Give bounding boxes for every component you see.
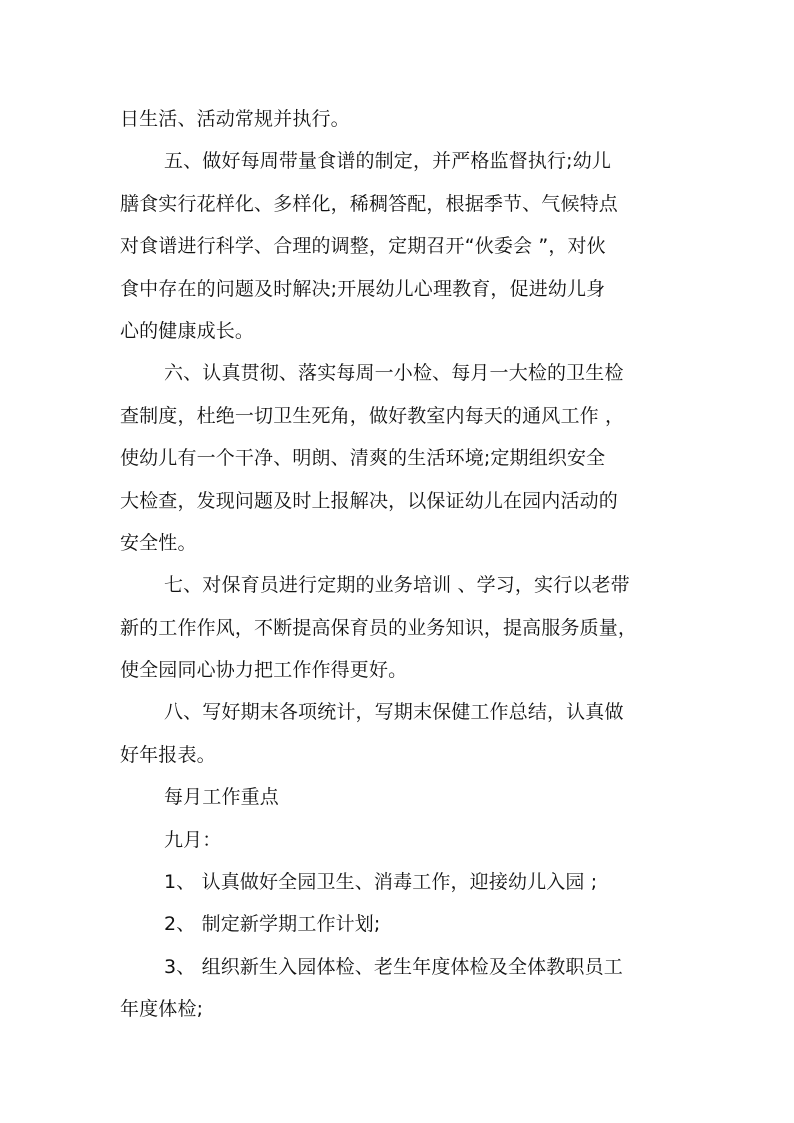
paragraph-six-line: 六、认真贯彻、落实每周一小检、每月一大检的卫生检	[164, 362, 624, 385]
body-line: 大检查，发现问题及时上报解决，以保证幼儿在园内活动的	[120, 489, 618, 512]
body-line: 对食谱进行科学、合理的调整，定期召开“伙委会 ”，对伙	[120, 235, 606, 258]
paragraph-five-line: 五、做好每周带量食谱的制定，并严格监督执行;幼儿	[164, 150, 612, 173]
body-line: 安全性。	[120, 531, 197, 554]
body-line: 查制度，杜绝一切卫生死角，做好教室内每天的通风工作 ，	[120, 404, 625, 427]
list-item: 3、 组织新生入园体检、老生年度体检及全体教职员工	[164, 955, 623, 978]
paragraph-eight-line: 八、写好期末各项统计，写期末保健工作总结，认真做	[164, 701, 624, 724]
body-line: 好年报表。	[120, 743, 216, 766]
body-line: 使幼儿有一个干净、明朗、清爽的生活环境;定期组织安全	[120, 447, 606, 470]
body-line: 使全园同心协力把工作作得更好。	[120, 659, 408, 682]
month-heading: 九月：	[164, 828, 222, 851]
list-item: 1、 认真做好全园卫生、消毒工作，迎接幼儿入园 ;	[164, 871, 598, 894]
section-heading: 每月工作重点	[164, 786, 279, 809]
list-item: 2、 制定新学期工作计划;	[164, 913, 381, 936]
body-line: 年度体检;	[120, 998, 204, 1021]
document-body	[120, 98, 676, 1031]
body-line: 新的工作作风，不断提高保育员的业务知识，提高服务质量，	[120, 616, 638, 639]
body-line: 日生活、活动常规并执行。	[120, 108, 350, 130]
body-line: 食中存在的问题及时解决;开展幼儿心理教育，促进幼儿身	[120, 277, 606, 300]
paragraph-seven-line: 七、对保育员进行定期的业务培训 、学习，实行以老带	[164, 574, 630, 597]
body-line: 心的健康成长。	[120, 319, 255, 342]
body-line: 膳食实行花样化、多样化，稀稠答配，根据季节、气候特点	[120, 192, 618, 215]
